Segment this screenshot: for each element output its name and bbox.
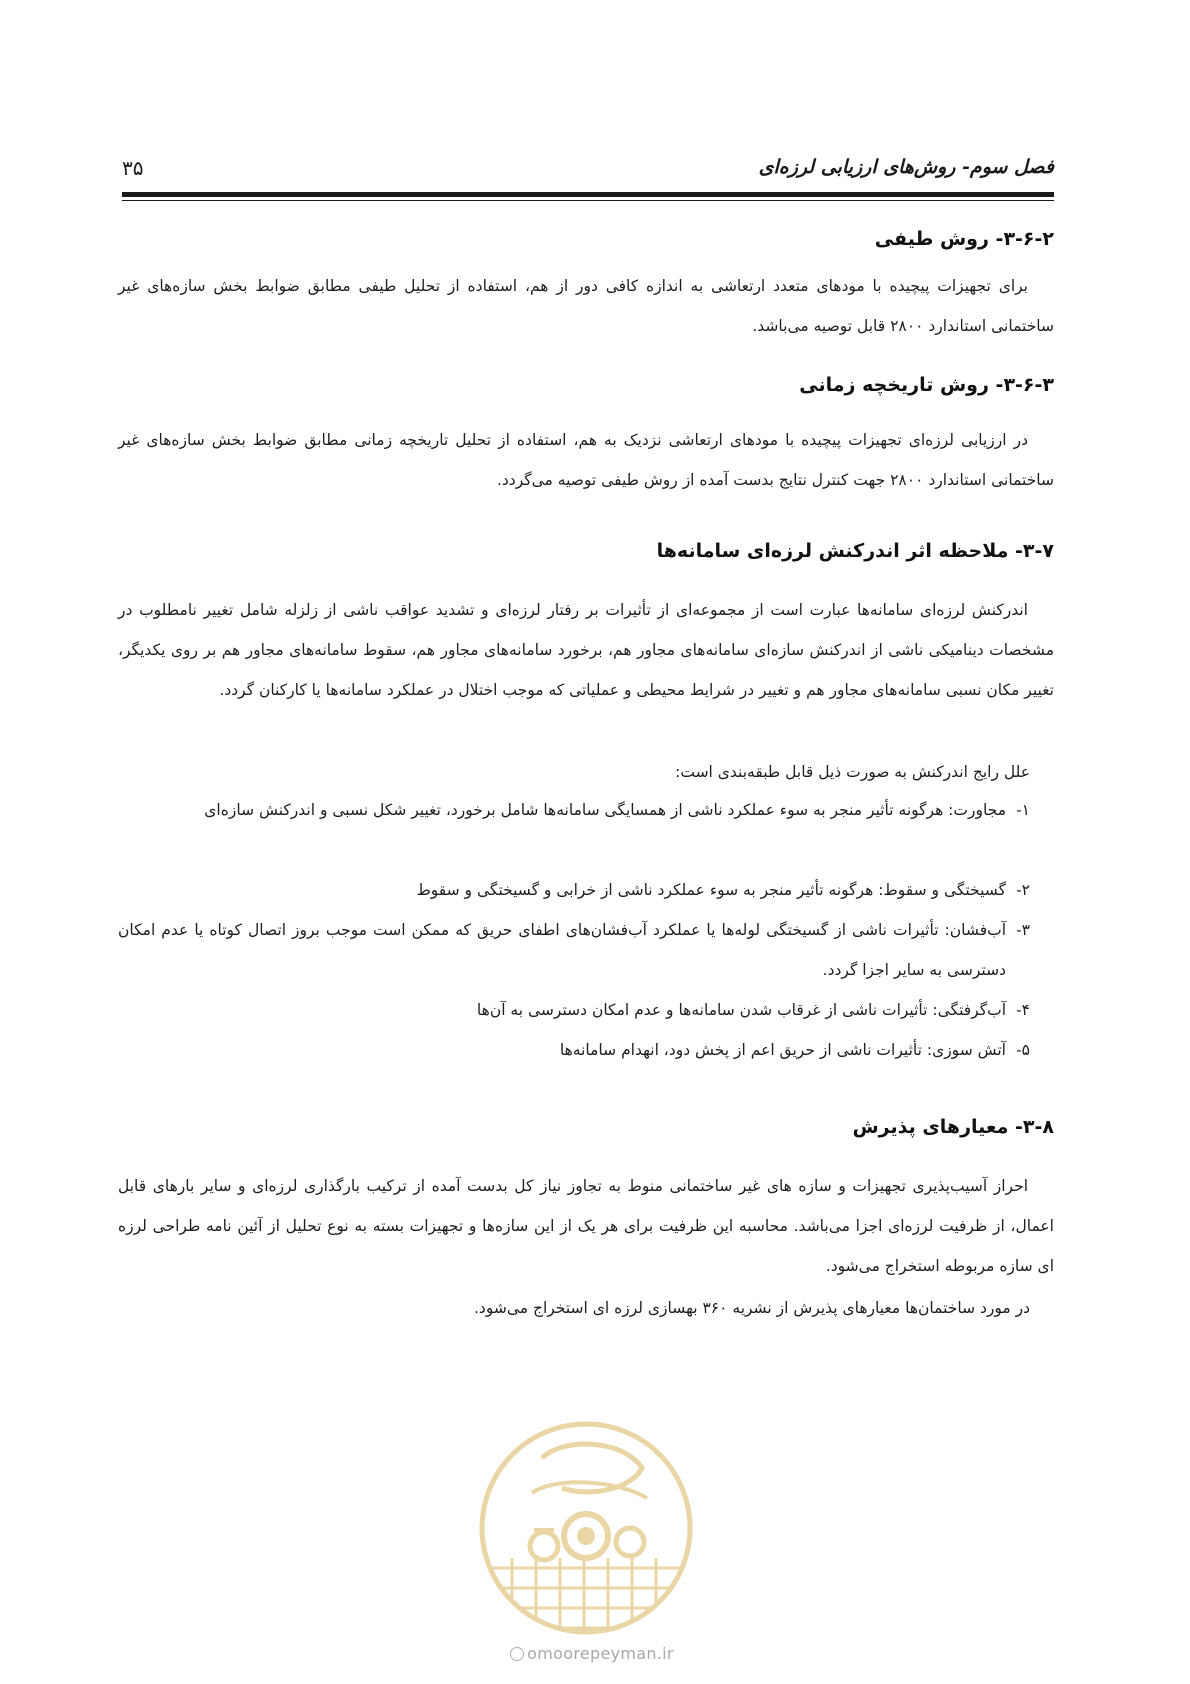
list-item-number: ۳- (1016, 921, 1030, 939)
list-item (118, 910, 1030, 990)
header-rule-thin (122, 200, 1054, 201)
list-item (118, 790, 1030, 830)
list-item-text: گسیختگی و سقوط: هرگونه تأثیر منجر به سوء عملکرد ناشی از خرابی و گسیختگی و سقوط (416, 881, 1006, 899)
page-number: ۳۵ (122, 156, 144, 180)
globe-icon (510, 1647, 524, 1661)
section-heading-time-history: ۳-۶-۳- روش تاریخچه زمانی (799, 374, 1054, 396)
paragraph-acceptance-buildings: در مورد ساختمان‌ها معیارهای پذیرش از نشریه ۳۶۰ بهسازی لرزه ای استخراج می‌شود. (474, 1299, 1030, 1317)
paragraph-time-history: در ارزیابی لرزه‌ای تجهیزات پیچیده با مودهای ارتعاشی نزدیک به هم، استفاده از تحلیل تاریخچه زمانی مطابق ضوابط بخش سازه‌های غیر ساختمانی استاندارد ۲۸۰۰ جهت کنترل نتایج بدست آمده از روش طیفی توصیه می‌گردد. (118, 431, 1054, 489)
list-item-text: آب‌فشان: تأثیرات ناشی از گسیختگی لوله‌ها یا عملکرد آب‌فشان‌های اطفای حریق که ممکن است موجب بروز اتصال کوتاه یا عدم امکان دسترسی به سایر اجزا گردد. (118, 921, 1006, 979)
watermark-url (492, 1644, 692, 1663)
list-item-number: ۱- (1016, 801, 1030, 819)
watermark-url-text: omoorepeyman.ir (527, 1644, 674, 1663)
paragraph-spectral: برای تجهیزات پیچیده با مودهای متعدد ارتعاشی به اندازه کافی دور از هم، استفاده از تحلیل طیفی مطابق ضوابط بخش سازه‌های غیر ساختمانی استاندارد ۲۸۰۰ قابل توصیه می‌باشد. (118, 277, 1054, 335)
list-item-number: ۴- (1016, 1001, 1030, 1019)
header-rule-thick (122, 192, 1054, 197)
paragraph-interaction: اندرکنش لرزه‌ای سامانه‌ها عبارت است از مجموعه‌ای از تأثیرات بر رفتار لرزه‌ای و تشدید عواقب ناشی از زلزله شامل تغییر نامطلوب در مشخصات دینامیکی ناشی از اندرکنش سازه‌ای سامانه‌های مجاور هم، برخورد سامانه‌های مجاور هم، سقوط سامانه‌های مجاور هم بر روی یکدیگر، تغییر مکان نسبی سامانه‌های مجاور هم و تغییر در شرایط محیطی و عملیاتی که موجب اختلال در عملکرد سامانه‌ها یا کارکنان گردد. (118, 601, 1054, 699)
list-item-text: آب‌گرفتگی: تأثیرات ناشی از غرقاب شدن سامانه‌ها و عدم امکان دسترسی به آن‌ها (476, 1001, 1006, 1019)
section-heading-interaction: ۳-۷- ملاحظه اثر اندرکنش لرزه‌ای سامانه‌ها (656, 540, 1054, 562)
list-item-number: ۲- (1016, 881, 1030, 899)
list-item-text: مجاورت: هرگونه تأثیر منجر به سوء عملکرد ناشی از همسایگی سامانه‌ها شامل برخورد، تغییر شکل نسبی و اندرکنش سازه‌ای (204, 801, 1006, 819)
paragraph-interaction-causes: علل رایج اندرکنش به صورت ذیل قابل طبقه‌بندی است: (675, 763, 1030, 781)
section-heading-acceptance: ۳-۸- معیارهای پذیرش (852, 1116, 1054, 1138)
section-heading-spectral: ۳-۶-۲- روش طیفی (874, 228, 1054, 250)
list-item-text: آتش سوزی: تأثیرات ناشی از حریق اعم از پخش دود، انهدام سامانه‌ها (559, 1041, 1006, 1059)
list-item-number: ۵- (1016, 1041, 1030, 1059)
list-item (118, 990, 1030, 1030)
chapter-title: فصل سوم- روش‌های ارزیابی لرزه‌ای (758, 156, 1054, 178)
watermark-logo (472, 1418, 700, 1638)
list-item (118, 1030, 1030, 1070)
list-item (118, 870, 1030, 910)
paragraph-acceptance: احراز آسیب‌پذیری تجهیزات و سازه های غیر ساختمانی منوط به تجاوز نیاز کل بدست آمده از ترکیب بارگذاری لرزه‌ای و سایر بارهای قابل اعمال، از ظرفیت لرزه‌ای اجزا می‌باشد. محاسبه این ظرفیت برای هر یک از این سازه‌ها و تجهیزات بسته به نوع تحلیل از آئین نامه طراحی لرزه ای سازه مربوطه استخراج می‌شود. (118, 1177, 1054, 1275)
